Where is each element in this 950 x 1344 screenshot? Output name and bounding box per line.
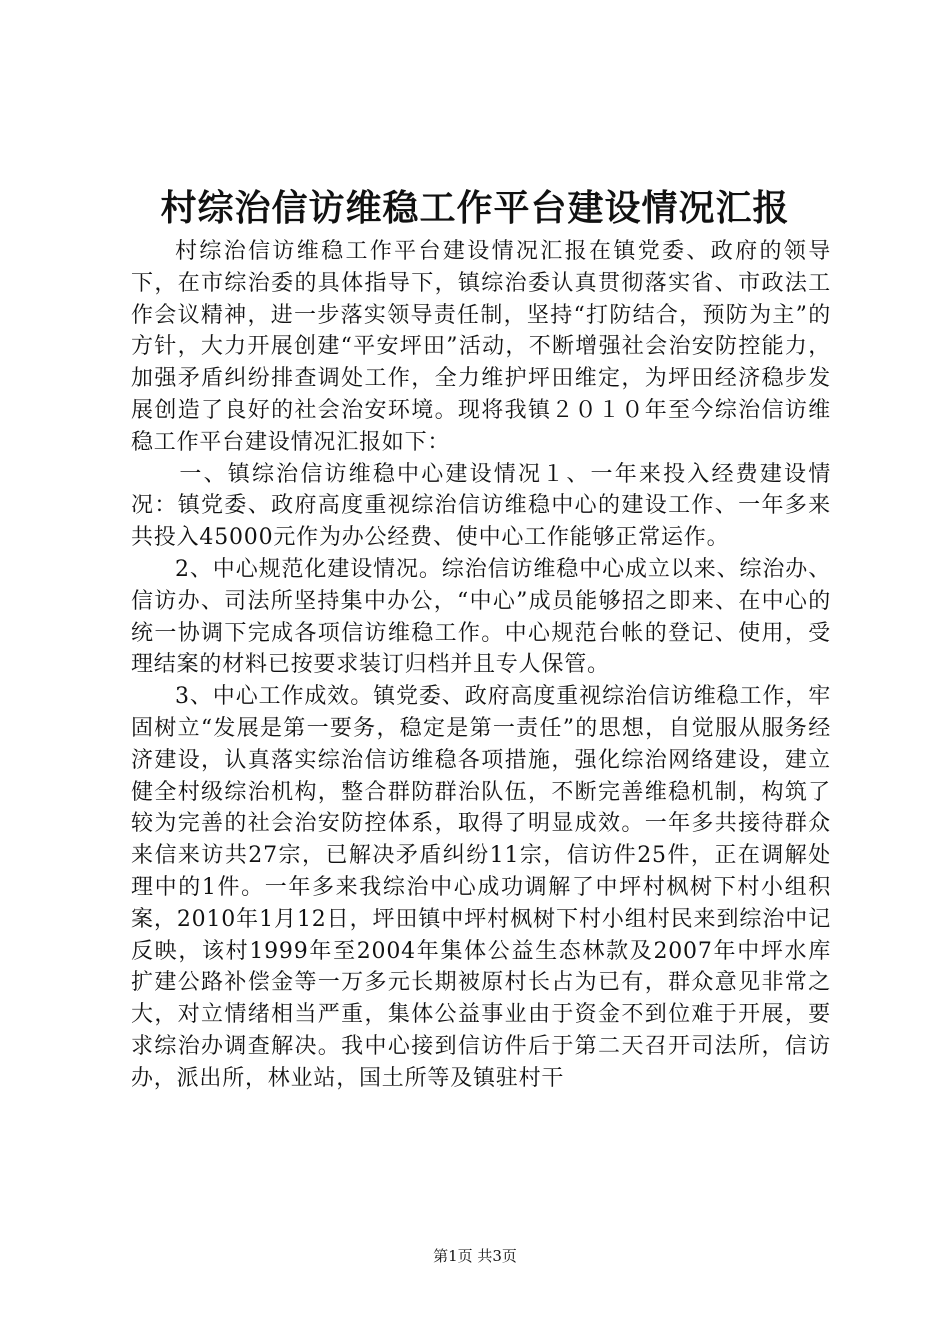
paragraph-intro: 村综治信访维稳工作平台建设情况汇报在镇党委、政府的领导下，在市综治委的具体指导下，镇综治委认真贯彻落实省、市政法工作会议精神，进一步落实领导责任制，坚持“打防结合，预防为主”的方针，大力开展创建“平安坪田”活动，不断增强社会治安防控能力，加强矛盾纠纷排查调处工作，全力维护坪田维定，为坪田经济稳步发展创造了良好的社会治安环境。现将我镇２０１０年至今综治信访维稳工作平台建设情况汇报如下： [131, 239, 831, 455]
paragraph-section-3: 3、中心工作成效。镇党委、政府高度重视综治信访维稳工作，牢固树立“发展是第一要务，稳定是第一责任”的思想，自觉服从服务经济建设，认真落实综治信访维稳各项措施，强化综治网络建设，建立健全村级综治机构，整合群防群治队伍，不断完善维稳机制，构筑了较为完善的社会治安防控体系，取得了明显成效。一年多共接待群众来信来访共27宗，已解决矛盾纠纷11宗，信访件25件，正在调解处理中的1件。一年多来我综治中心成功调解了中坪村枫树下村小组积案，2010年1月12日，坪田镇中坪村枫树下村小组村民来到综治中记反映，该村1999年至2004年集体公益生态林款及2007年中坪水库扩建公路补偿金等一万多元长期被原村长占为已有，群众意见非常之大，对立情绪相当严重，集体公益事业由于资金不到位难于开展，要求综治办调查解决。我中心接到信访件后于第二天召开司法所，信访办，派出所，林业站，国土所等及镇驻村干 [131, 684, 831, 1091]
page-footer: 第1页 共3页 [433, 1247, 517, 1265]
paragraph-section-1: 一、镇综治信访维稳中心建设情况１、一年来投入经费建设情况：镇党委、政府高度重视综治信访维稳中心的建设工作、一年多来共投入45000元作为办公经费、使中心工作能够正常运作。 [131, 461, 831, 551]
document-title: 村综治信访维稳工作平台建设情况汇报 [160, 187, 790, 229]
document-body [131, 236, 831, 1095]
paragraph-section-2: 2、中心规范化建设情况。综治信访维稳中心成立以来、综治办、信访办、司法所坚持集中办公，“中心”成员能够招之即来、在中心的统一协调下完成各项信访维稳工作。中心规范台帐的登记、使用，受理结案的材料已按要求装订归档并且专人保管。 [131, 556, 831, 678]
